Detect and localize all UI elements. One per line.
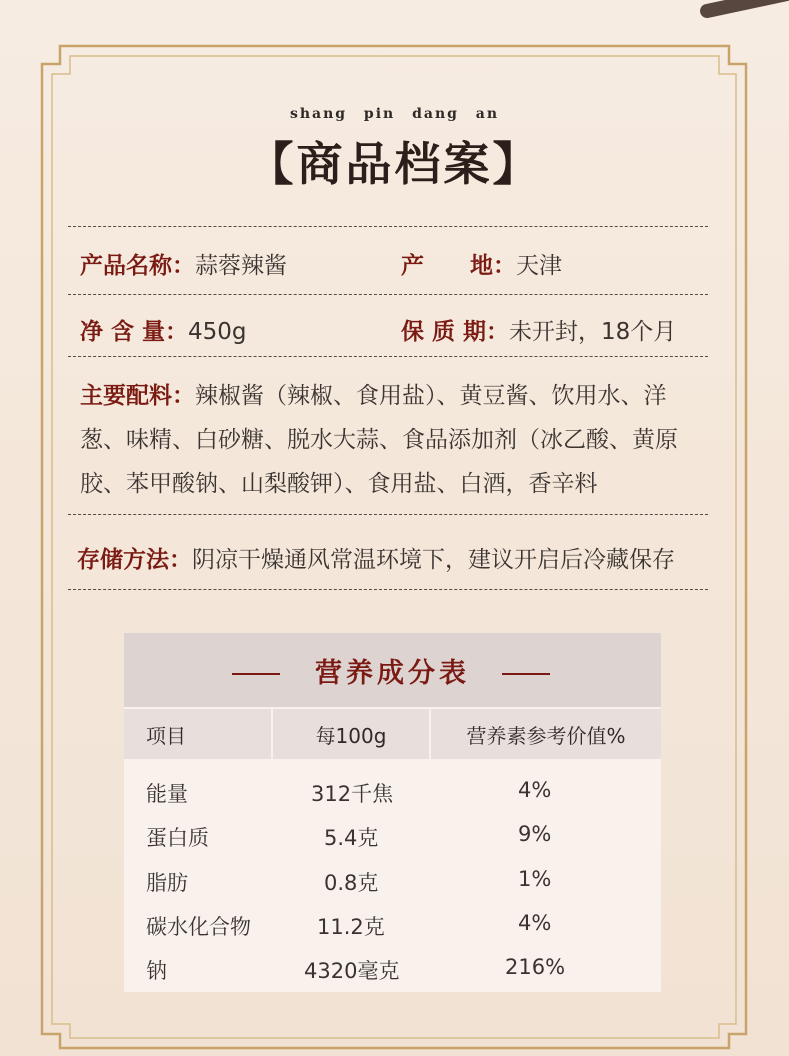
origin-label: 产 地： <box>401 253 516 279</box>
pinyin-subtitle: shang pin dang an <box>289 106 500 122</box>
divider <box>68 356 708 357</box>
ingredients-value: 辣椒酱（辣椒、食用盐）、黄豆酱、饮用水、洋葱、味精、白砂糖、脱水大蒜、食品添加剂（冰乙酸、黄原胶、苯甲酸钠、山梨酸钾）、食用盐、白酒，香辛料 <box>80 383 678 497</box>
storage-label: 存储方法： <box>77 547 192 573</box>
nutrient-amount: 5.4克 <box>324 826 379 850</box>
divider <box>68 514 708 515</box>
title-right-line <box>502 673 550 675</box>
product-name-label: 产品名称： <box>80 253 195 279</box>
nutrient-name: 碳水化合物 <box>146 915 251 939</box>
nutrient-name: 钠 <box>146 959 167 983</box>
nutrition-table-header <box>124 633 661 707</box>
ingredients-block <box>80 374 712 506</box>
product-name-row <box>80 247 287 280</box>
nutrient-name: 能量 <box>146 782 188 806</box>
nutrient-nrv: 216% <box>505 955 566 979</box>
net-content-label: 净 含 量： <box>80 319 189 345</box>
nutrient-name: 蛋白质 <box>146 826 209 850</box>
shelf-life-row <box>401 313 676 346</box>
origin-value: 天津 <box>516 253 562 279</box>
net-content-row <box>80 313 247 346</box>
storage-value: 阴凉干燥通风常温环境下，建议开启后冷藏保存 <box>192 547 675 573</box>
page-title: 【商品档案】 <box>247 137 542 191</box>
divider <box>68 294 708 295</box>
column-header-per100g: 每100g <box>273 709 429 759</box>
ingredients-label: 主要配料： <box>80 383 195 409</box>
nutrient-amount: 4320毫克 <box>304 959 400 983</box>
nutrient-amount: 11.2克 <box>317 915 385 939</box>
nutrient-nrv: 9% <box>518 822 552 846</box>
nutrient-amount: 312千焦 <box>311 782 394 806</box>
origin-row <box>401 247 562 280</box>
nutrient-amount: 0.8克 <box>324 871 379 895</box>
nutrient-nrv: 4% <box>518 778 552 802</box>
divider <box>68 589 708 590</box>
product-name-value: 蒜蓉辣酱 <box>195 253 287 279</box>
nutrient-nrv: 4% <box>518 911 552 935</box>
nutrition-table <box>124 633 661 992</box>
nutrition-title: 营养成分表 <box>315 658 470 689</box>
divider <box>68 226 708 227</box>
column-header-item: 项目 <box>124 709 271 759</box>
net-content-value: 450g <box>188 319 247 345</box>
shelf-life-label: 保 质 期： <box>401 319 510 345</box>
nutrient-nrv: 1% <box>518 867 552 891</box>
storage-row <box>77 541 675 574</box>
column-header-nrv: 营养素参考价值% <box>431 709 661 759</box>
nutrient-name: 脂肪 <box>146 871 188 895</box>
shelf-life-value: 未开封，18个月 <box>509 319 677 345</box>
